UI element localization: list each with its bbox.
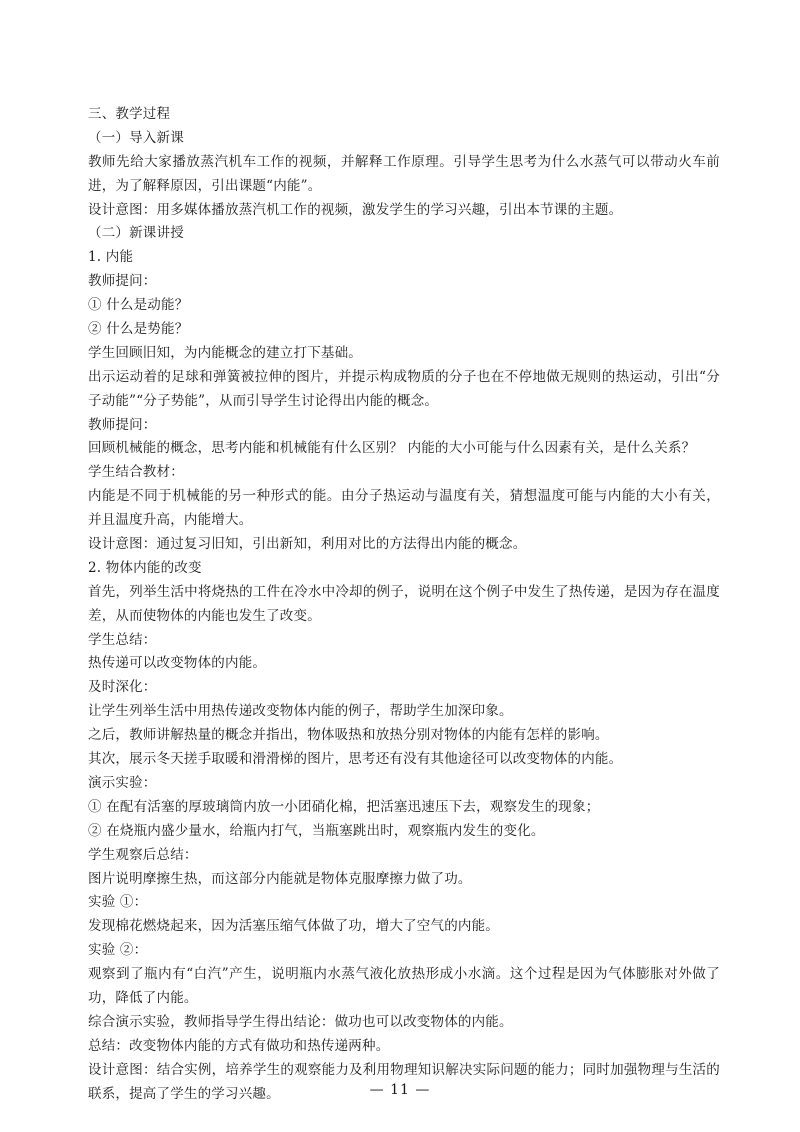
paragraph-line: 回顾机械能的概念，思考内能和机械能有什么区别？ 内能的大小可能与什么因素有关，是什么关系？	[88, 440, 696, 457]
paragraph-line: 其次，展示冬天搓手取暖和滑滑梯的图片，思考还有没有其他途径可以改变物体的内能。	[88, 751, 623, 768]
paragraph-line: 演示实验：	[88, 774, 157, 791]
paragraph-line: 及时深化：	[88, 679, 157, 696]
paragraph-line: 之后，教师讲解热量的概念并指出，物体吸热和放热分别对物体的内能有怎样的影响。	[88, 727, 609, 744]
paragraph-line: 学生回顾旧知，为内能概念的建立打下基础。	[88, 344, 362, 361]
paragraph-line: 并且温度升高，内能增大。	[88, 512, 253, 529]
paragraph-line: 综合演示实验，教师指导学生得出结论：做功也可以改变物体的内能。	[88, 1013, 513, 1030]
paragraph-line: 进，为了解释原因，引出课题“内能”。	[88, 177, 322, 194]
paragraph-line: 总结：改变物体内能的方式有做功和热传递两种。	[88, 1037, 390, 1054]
paragraph-line: 教师先给大家播放蒸汽机车工作的视频，并解释工作原理。引导学生思考为什么水蒸气可以带动火车前	[88, 153, 720, 170]
section-heading: 三、教学过程	[88, 106, 171, 122]
paragraph-line: 发现棉花燃烧起来，因为活塞压缩气体做了功，增大了空气的内能。	[88, 918, 499, 935]
page-number: — 11 —	[369, 1082, 431, 1098]
topic-heading: 1. 内能	[88, 249, 134, 266]
paragraph-line: 观察到了瓶内有“白汽”产生，说明瓶内水蒸气液化放热形成小水滴。这个过程是因为气体膨胀对外做了	[88, 966, 720, 983]
paragraph-line: 首先，列举生活中将烧热的工件在冷水中冷却的例子，说明在这个例子中发生了热传递，是因为存在温度	[88, 583, 720, 600]
paragraph-line: 学生结合教材：	[88, 464, 184, 481]
topic-heading: 2. 物体内能的改变	[88, 559, 202, 576]
paragraph-line: 学生观察后总结：	[88, 846, 198, 863]
paragraph-line: 差，从而使物体的内能也发生了改变。	[88, 607, 321, 624]
list-item: ② 什么是势能？	[88, 321, 189, 338]
paragraph-line: 子动能”“分子势能”，从而引导学生讨论得出内能的概念。	[88, 392, 439, 409]
design-intent-line: 设计意图：用多媒体播放蒸汽机工作的视频，激发学生的学习兴趣，引出本节课的主题。	[88, 201, 623, 218]
paragraph-line: 实验 ②：	[88, 942, 148, 959]
paragraph-line: 内能是不同于机械能的另一种形式的能。由分子热运动与温度有关，猜想温度可能与内能的大小有关，	[88, 488, 720, 505]
paragraph-line: 学生总结：	[88, 631, 157, 648]
list-item: ① 在配有活塞的厚玻璃筒内放一小团硝化棉，把活塞迅速压下去，观察发生的现象；	[88, 798, 600, 815]
list-item: ② 在烧瓶内盛少量水，给瓶内打气，当瓶塞跳出时，观察瓶内发生的变化。	[88, 822, 545, 839]
paragraph-line: 热传递可以改变物体的内能。	[88, 655, 267, 672]
subsection-heading: （一）导入新课	[88, 129, 184, 146]
design-intent-line: 设计意图：结合实例，培养学生的观察能力及利用物理知识解决实际问题的能力；同时加强物理与生活的	[88, 1061, 720, 1078]
paragraph-line: 教师提问：	[88, 416, 157, 433]
document-body	[88, 103, 720, 1106]
paragraph-line: 出示运动着的足球和弹簧被拉伸的图片，并提示构成物质的分子也在不停地做无规则的热运动，引出“分	[88, 368, 720, 385]
subsection-heading: （二）新课讲授	[88, 225, 184, 242]
design-intent-line: 设计意图：通过复习旧知，引出新知，利用对比的方法得出内能的概念。	[88, 536, 527, 553]
list-item: ① 什么是动能？	[88, 297, 189, 314]
paragraph-line: 实验 ①：	[88, 894, 148, 911]
paragraph-line: 让学生列举生活中用热传递改变物体内能的例子，帮助学生加深印象。	[88, 703, 513, 720]
paragraph-line: 功，降低了内能。	[88, 989, 198, 1006]
paragraph-line: 图片说明摩擦生热，而这部分内能就是物体克服摩擦力做了功。	[88, 870, 472, 887]
paragraph-line: 教师提问：	[88, 273, 157, 290]
design-intent-line: 联系，提高了学生的学习兴趣。	[88, 1085, 280, 1102]
